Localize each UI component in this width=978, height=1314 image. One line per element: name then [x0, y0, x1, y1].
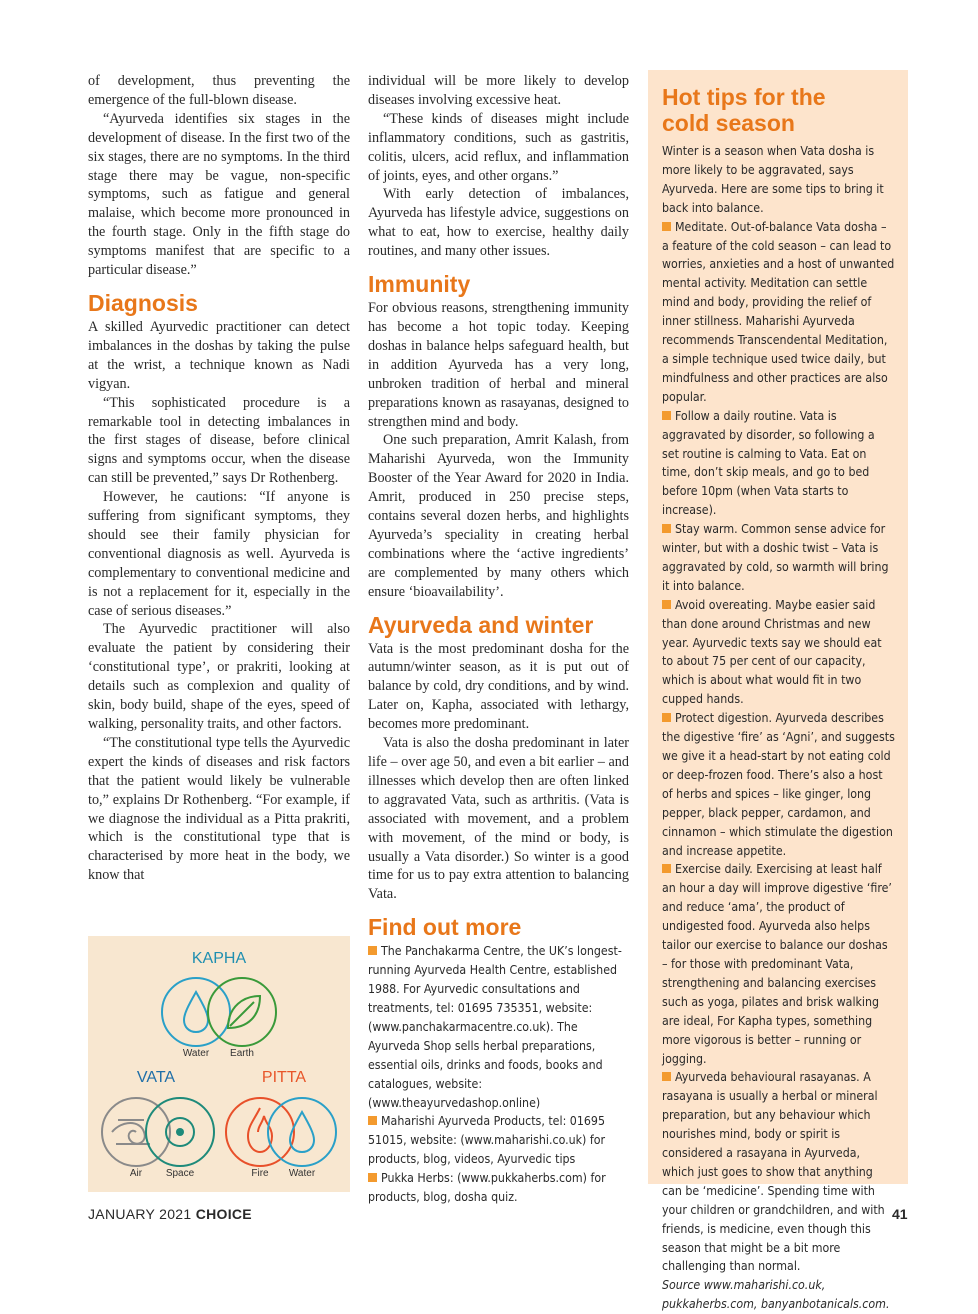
bullet-square-icon [662, 1072, 671, 1081]
sidebar-title-line: Hot tips for the [662, 84, 826, 110]
tip-item [662, 218, 895, 407]
paragraph: The Ayurvedic practitioner will also evaluate the patient by considering their ‘constitutional type’, or prakriti, looking at details such as complexion and quality of skin, body build, shape of the eyes, speed of walking, personality traits, and other factors. [88, 621, 350, 732]
tip-item [662, 596, 895, 709]
air-label: Air [129, 1168, 143, 1179]
section-heading-immunity: Immunity [368, 271, 471, 298]
resource-text: The Panchakarma Centre, the UK’s longest-running Ayurveda Health Centre, established 1988. For Ayurvedic consultations and treatments, tel: 01695 735351, website: (www.panchakarmacentre.co.uk). The Ayurveda Shop sells herbal preparations, essential oils, drinks and foods, books and catalogues, website: (www.theayurvedashop.online) [368, 944, 622, 1110]
bullet-square-icon [662, 524, 671, 533]
source-note: Source www.maharishi.co.uk, pukkaherbs.com, banyanbotanicals.com. [662, 1278, 890, 1312]
bullet-square-icon [662, 864, 671, 873]
bullet-square-icon [368, 1173, 377, 1182]
paragraph: “These kinds of diseases might include inflammatory conditions, such as gastritis, colitis, ulcers, acid reflux, and inflammation of joints, eyes, and other organs.” [368, 110, 629, 184]
footer-magazine-name: CHOICE [195, 1206, 252, 1222]
list-item [368, 1169, 629, 1207]
bullet-square-icon [662, 713, 671, 722]
section-heading-winter: Ayurveda and winter [368, 611, 594, 638]
section-heading-find-out-more: Find out more [368, 914, 522, 941]
earth-label: Earth [230, 1048, 254, 1059]
dosha-elements-graphic [88, 936, 350, 1192]
vata-label: VATA [136, 1069, 176, 1086]
water-element-circle [268, 1098, 336, 1166]
tip-item [662, 407, 895, 520]
water-drop-icon [184, 992, 208, 1032]
tip-text: Follow a daily routine. Vata is aggravated by disorder, so following a set routine is calming to Vata. Eat on time, don’t skip meals, and go to bed before 10pm (when Vata starts to increase). [662, 408, 875, 518]
sidebar-title-line: cold season [662, 110, 795, 136]
page-number: 41 [892, 1206, 908, 1222]
article-column-1 [88, 72, 350, 885]
bullet-square-icon [368, 946, 377, 955]
kapha-label: KAPHA [191, 950, 247, 967]
bullet-square-icon [662, 600, 671, 609]
air-swirl-icon [112, 1120, 150, 1144]
space-dot-icon [176, 1128, 184, 1136]
tip-item [662, 709, 895, 860]
tip-text: Stay warm. Common sense advice for winter, but with a doshic twist – Vata is aggravated by cold, so warmth will bring it into balance. [662, 522, 889, 593]
footer-month: JANUARY 2021 [88, 1206, 192, 1222]
paragraph: For obvious reasons, strengthening immunity has become a hot topic today. Keeping doshas in balance helps safeguard health, but in addition Ayurveda has a very long, unbroken tradition of herbal and mineral preparations known as rasayanas, designed to strengthen mind and body. [368, 300, 629, 430]
water-label: Water [288, 1168, 316, 1179]
paragraph: One such preparation, Amrit Kalash, from Maharishi Ayurveda, won the Immunity Booster of the Year Award for 2020 in India. Amrit, produced in 250 precise steps, contains several dozen herbs, and highlights Ayurveda’s speciality in creating herbal combinations where the ‘active ingredients’ are complemented by many others which ensure ‘bioavailability’. [368, 432, 629, 600]
list-item [368, 1112, 629, 1169]
tip-item [662, 1068, 895, 1276]
tip-item [662, 520, 895, 596]
resource-text: Pukka Herbs: (www.pukkaherbs.com) for products, blog, dosha quiz. [368, 1171, 606, 1205]
find-out-more-list [368, 942, 629, 1207]
tip-text: Ayurveda behavioural rasayanas. A rasayana is usually a herbal or mineral preparation, but any behaviour which nourishes mind, body or spirit is considered a rasayana in Ayurveda, which just goes to show that anything can be ‘medicine’. Spending time with your children or grandchildren, and with friends, is medicine, even though this season that might be a bit more challenging than normal. [662, 1070, 885, 1274]
bullet-square-icon [662, 222, 671, 231]
paragraph: “The constitutional type tells the Ayurvedic expert the kinds of diseases and risk factors that the patient would likely be vulnerable to,” explains Dr Rothenberg. “For example, if we diagnose the individual as a Pitta prakriti, which is the constitutional type that is characterised by more heat in the body, we know that [88, 734, 350, 884]
paragraph: However, he cautions: “If anyone is suffering from significant symptoms, they should see their family physician for conventional diagnosis as well. Ayurveda is complementary to conventional medicine and is not a replacement for it, especially in the case of serious diseases.” [88, 489, 350, 619]
bullet-square-icon [368, 1116, 377, 1125]
water-element-circle [162, 978, 230, 1046]
resource-text: Maharishi Ayurveda Products, tel: 01695 51015, website: (www.maharishi.co.uk) for products, blog, videos, Ayurvedic tips [368, 1114, 606, 1167]
leaf-icon [228, 996, 260, 1028]
paragraph: “This sophisticated procedure is a remarkable tool in detecting imbalances in the first stages of disease, before clinical signs and symptoms occur, when the disease can still be prevented,” says Dr Rothenberg. [88, 394, 350, 487]
paragraph: A skilled Ayurvedic practitioner can detect imbalances in the doshas by taking the pulse at the wrist, a technique known as Nadi vigyan. [88, 318, 350, 392]
footer-issue [88, 1206, 252, 1222]
tip-text: Meditate. Out-of-balance Vata dosha – a feature of the cold season – can lead to worries, anxieties and a host of unwanted mental activity. Meditation can settle mind and body, providing the relief of inner stillness. Maharishi Ayurveda recommends Transcendental Meditation, a simple technique used twice daily, but mindfulness and other practices are also popular. [662, 219, 895, 404]
paragraph: “Ayurveda identifies six stages in the development of disease. In the first two of the six stages, there are no symptoms. In the third stage there may be vague, non-specific symptoms, such as fatigue and general malaise, which become more pronounced in the fourth stage. Only in the fifth stage do symptoms manifest that are specific to a particular disease.” [88, 110, 350, 279]
pitta-label: PITTA [261, 1069, 307, 1086]
tip-text: Exercise daily. Exercising at least half an hour a day will improve digestive ‘fire’ and reduce ‘ama’, the product of undigested food. Ayurveda also helps tailor our exercise to balance our doshas – for those with predominant Vata, strengthening and balancing exercises such as yoga, pilates and brisk walking are ideal, For Kapha types, something more vigorous is better – running or jogging. [662, 862, 892, 1066]
paragraph: Vata is also the dosha predominant in later life – over age 50, and even a bit earlier – and illnesses which develop then are often linked to aggravated Vata, such as arthritis. (Vata is associated with movement, and a problem with movement, of the mind or body, is usually a Vata disorder.) So winter is a good time for us to pay extra attention to balancing Vata. [368, 735, 629, 903]
dosha-illustration [88, 936, 350, 1192]
bullet-square-icon [662, 411, 671, 420]
sidebar-title [662, 84, 895, 136]
paragraph: individual will be more likely to develop diseases involving excessive heat. [368, 73, 629, 108]
paragraph: of development, thus preventing the emergence of the full-blown disease. [88, 73, 350, 108]
paragraph: Vata is the most predominant dosha for the autumn/winter season, as it is put out of balance by cold, dry conditions, and by wind. Later on, Kapha, associated with lethargy, becomes more predominant. [368, 640, 629, 733]
section-heading-diagnosis: Diagnosis [88, 289, 198, 316]
sidebar-intro: Winter is a season when Vata dosha is more likely to be aggravated, says Ayurveda. Here are some tips to bring it back into balance. [662, 144, 884, 215]
water-label: Water [182, 1048, 210, 1059]
tip-text: Avoid overeating. Maybe easier said than done around Christmas and new year. Ayurvedic texts say we should eat to about 75 per cent of our capacity, which is about what would fit in two cupped hands. [662, 597, 882, 707]
fire-label: Fire [251, 1168, 269, 1179]
tip-item [662, 860, 895, 1068]
earth-element-circle [208, 978, 276, 1046]
list-item [368, 942, 629, 1112]
space-label: Space [165, 1168, 195, 1179]
article-column-2 [368, 72, 629, 1207]
paragraph: With early detection of imbalances, Ayurveda has lifestyle advice, suggestions on what to eat, how to exercise, healthy daily routines, and many other issues. [368, 186, 629, 260]
tip-text: Protect digestion. Ayurveda describes the digestive ‘fire’ as ‘Agni’, and suggests we give it a head-start by not eating cold or deep-frozen food. There’s also a host of herbs and spices – like ginger, long pepper, black pepper, cardamon, and cinnamon – which stimulate the digestion and increase appetite. [662, 711, 895, 858]
